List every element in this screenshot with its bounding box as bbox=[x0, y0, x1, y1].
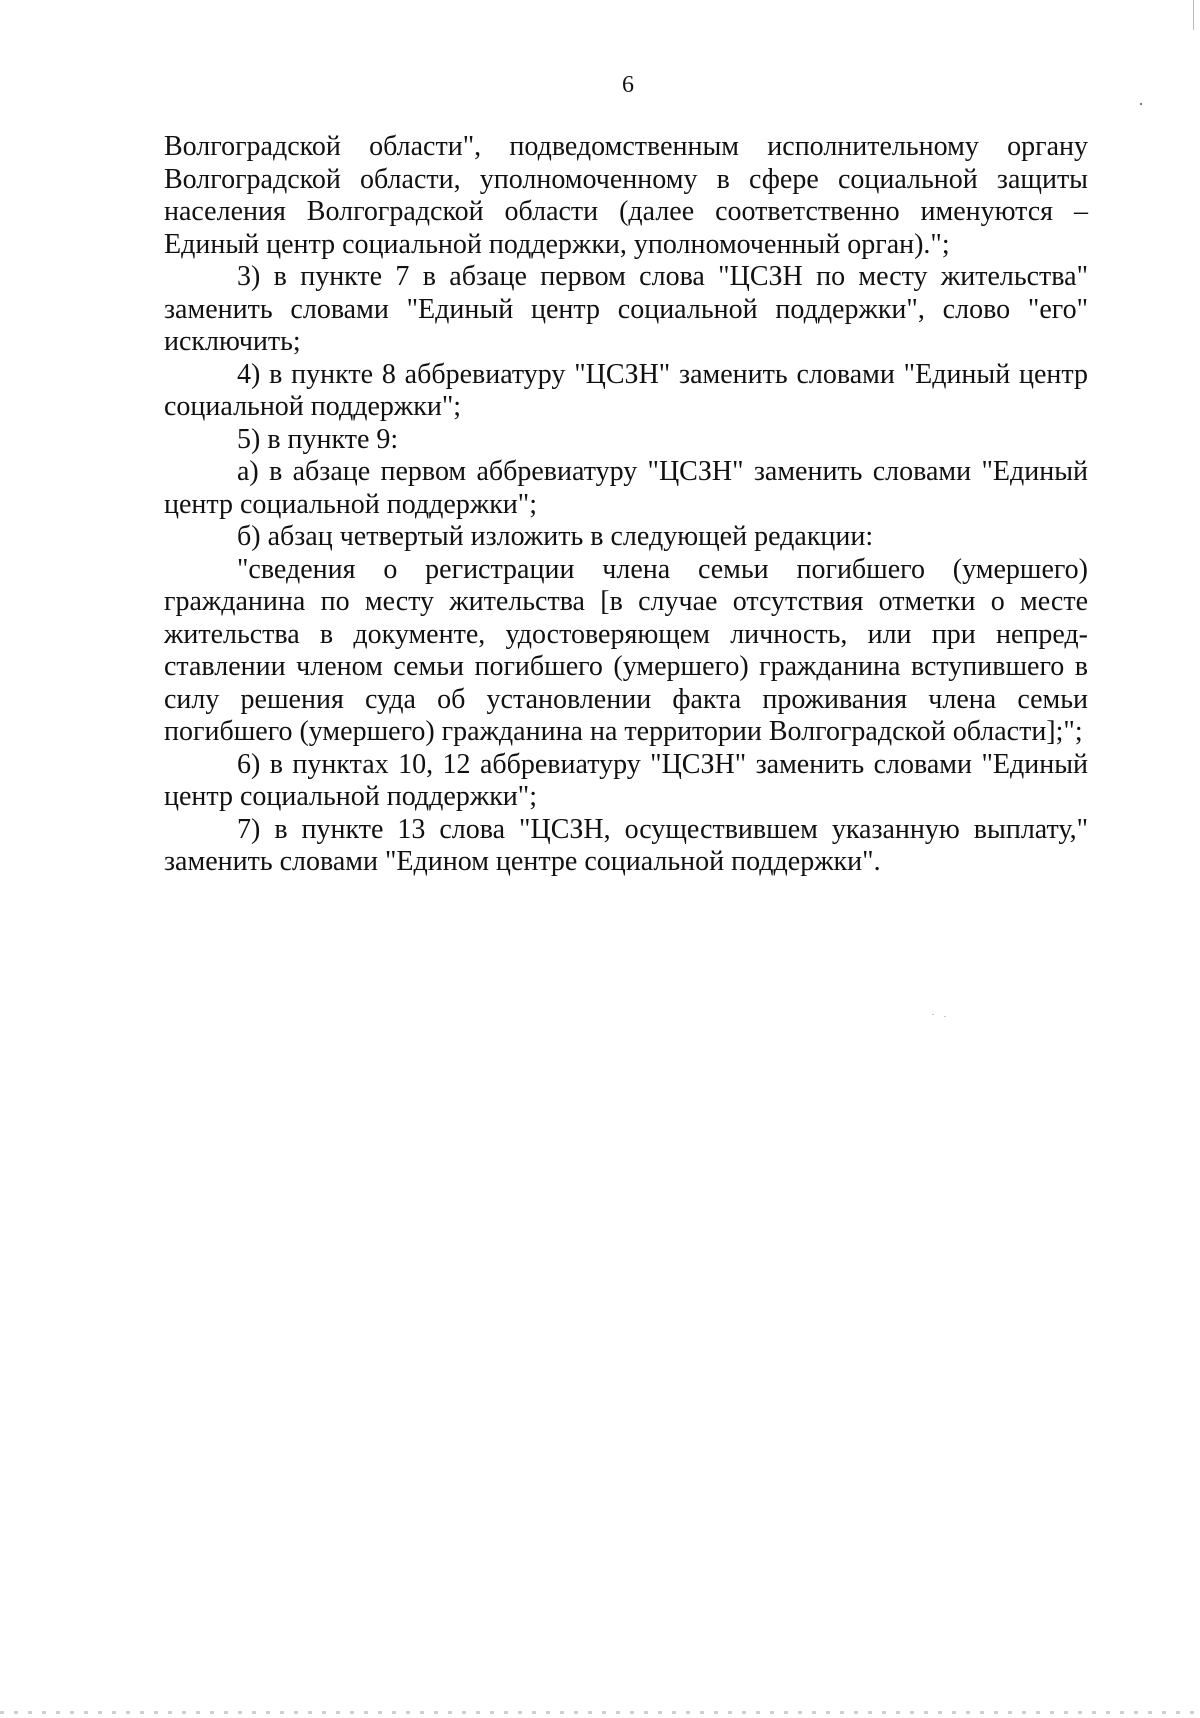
paragraph-item-6: 6) в пунктах 10, 12 аббревиатуру "ЦСЗН" заменить словами "Единый центр социальной поддержки"; bbox=[164, 748, 1088, 812]
scan-edge-artifact bbox=[0, 1711, 1200, 1714]
scan-dot bbox=[944, 1016, 946, 1017]
scan-dot bbox=[1140, 103, 1142, 105]
scan-line bbox=[1193, 0, 1194, 30]
paragraph-item-5a: а) в абзаце первом аббревиатуру "ЦСЗН" заменить словами "Единый центр социальной поддержки"; bbox=[164, 456, 1088, 520]
paragraph-item-4: 4) в пункте 8 аббревиатуру "ЦСЗН" заменить словами "Единый центр социальной поддержки"; bbox=[164, 358, 1088, 422]
scan-dot bbox=[932, 1014, 934, 1015]
paragraph-item-7: 7) в пункте 13 слова "ЦСЗН, осуществившем указанную выплату," заменить словами "Едином центре социальной поддержки". bbox=[164, 813, 1088, 877]
page-number: 6 bbox=[622, 72, 634, 98]
paragraph-continuation: Волгоградской области", подведомственным исполнительному органу Волгоградской области, уполномоченному в сфере социальной защиты населения Волгоградской области (далее соответственно именуются – Единый центр социальной поддержки, уполномоченный орган)."; bbox=[164, 131, 1088, 260]
paragraph-quoted-text: "сведения о регистрации члена семьи погибшего (умершего) гражданина по месту жительства [в случае отсутствия отметки о месте жительства в документе, удостоверяющем личность, или при непредставлении членом семьи погибшего (умершего) гражданина вступившего в силу решения суда об установлении факта проживания члена семьи погибшего (умершего) гражданина на территории Волгоградской области];"; bbox=[164, 553, 1088, 747]
paragraph-item-3: 3) в пункте 7 в абзаце первом слова "ЦСЗН по месту жительства" заменить словами "Единый центр социальной поддержки", слово "его" исключить; bbox=[164, 261, 1088, 357]
paragraph-item-5b: б) абзац четвертый изложить в следующей редакции: bbox=[237, 521, 874, 552]
paragraph-item-5: 5) в пункте 9: bbox=[237, 423, 399, 455]
document-body bbox=[164, 131, 1088, 879]
